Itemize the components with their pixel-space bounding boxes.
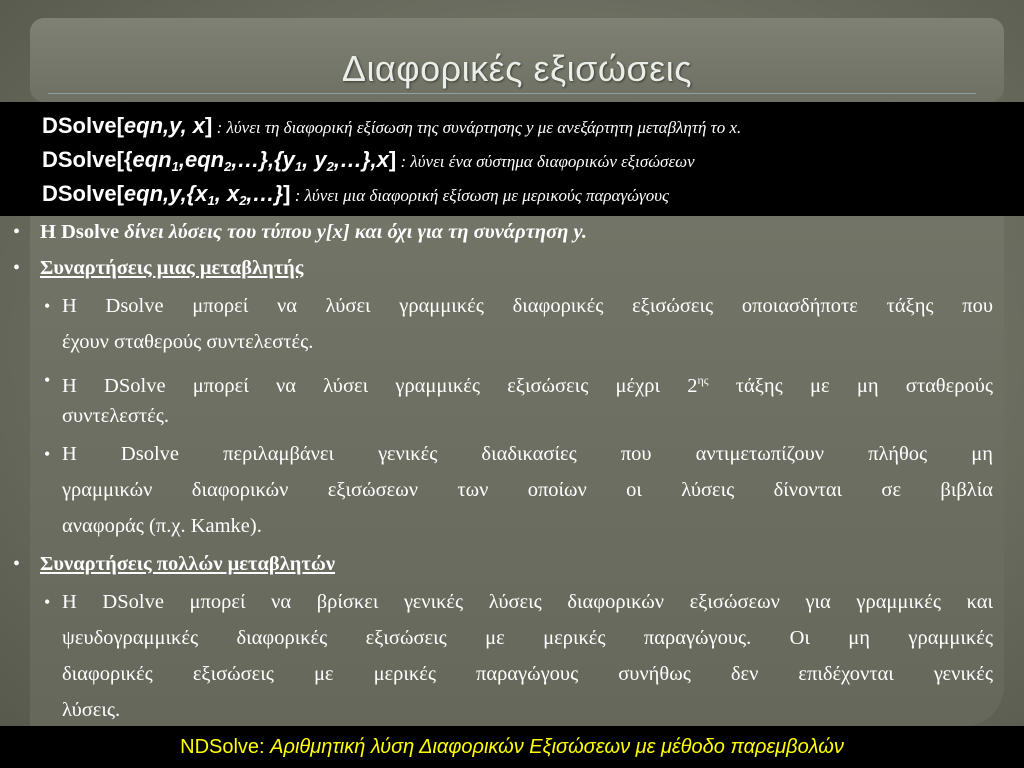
para-line: Η DSolve μπορεί να βρίσκει γενικές λύσεις διαφορικών εξισώσεων για γραμμικές και <box>62 591 993 613</box>
para-line: λύσεις. <box>62 699 121 721</box>
cmd1-args: eqn,y, x <box>123 113 206 138</box>
cmd3-args-b: , x <box>214 181 240 206</box>
bullet-marker: • <box>13 553 21 575</box>
cmd3-sub2: 2 <box>239 193 247 208</box>
sub-bullet-marker: • <box>44 444 51 464</box>
bullet-marker: • <box>13 257 21 279</box>
cmd2-y1: ,…},{y <box>231 147 295 172</box>
cmd1-prefix: DSolve[ <box>42 113 124 138</box>
list-item <box>62 362 993 434</box>
command-dsolve-single <box>42 113 741 139</box>
title-divider <box>48 93 976 94</box>
cmd3-description: : λύνει μια διαφορική εξίσωση με μερικούς παραγώγους <box>290 186 669 205</box>
heading-single-variable: Συναρτήσεις μιας μεταβλητής <box>40 257 304 279</box>
para-line <box>62 362 993 398</box>
footer-label: NDSolve: <box>180 736 265 758</box>
cmd2-suffix: ] <box>388 147 397 172</box>
list-item <box>62 436 993 544</box>
cmd2-sub4: 2 <box>326 159 334 174</box>
bullet-marker: • <box>13 221 21 243</box>
para-line: έχουν σταθερούς συντελεστές. <box>62 331 314 353</box>
cmd3-args-c: ,…} <box>246 181 284 206</box>
cmd3-prefix: DSolve[ <box>42 181 124 206</box>
cmd1-description: : λύνει τη διαφορική εξίσωση της συνάρτησης y με ανεξάρτητη μεταβλητή το x. <box>212 118 742 137</box>
line-start: Η DSolve μπορεί να λύσει γραμμικές εξισώσεις μέχρι 2 <box>62 375 698 397</box>
cmd2-y2: , y <box>302 147 327 172</box>
sub-bullet-marker: • <box>44 592 51 612</box>
cmd2-description: : λύνει ένα σύστημα διαφορικών εξισώσεων <box>396 152 695 171</box>
sub-bullet-marker: • <box>44 296 51 316</box>
para-line: αναφοράς (π.χ. Kamke). <box>62 515 262 537</box>
bullet1-normal: Η Dsolve <box>40 221 125 243</box>
cmd2-prefix: DSolve[{ <box>42 147 133 172</box>
list-item <box>62 288 993 360</box>
page-title: Διαφορικές εξισώσεις <box>341 48 693 89</box>
cmd2-sub3: 1 <box>294 159 303 174</box>
para-line: διαφορικές εξισώσεις με μερικές παραγώγους συνήθως δεν επιδέχονται γενικές <box>62 663 993 685</box>
cmd2-x: ,…},x <box>333 147 389 172</box>
cmd2-sub1: 1 <box>171 159 179 174</box>
cmd1-suffix: ] <box>205 113 213 138</box>
cmd2-eqn: eqn <box>132 147 172 172</box>
footer <box>0 736 1024 759</box>
command-dsolve-pde <box>42 181 669 208</box>
cmd2-sub2: 2 <box>224 159 232 174</box>
bullet-dsolve-output <box>40 221 587 244</box>
cmd3-args-a: eqn,y,{x <box>123 181 208 206</box>
title-panel <box>30 18 1004 102</box>
cmd2-eqn2: ,eqn <box>178 147 225 172</box>
footer-text: Αριθμητική λύση Διαφορικών Εξισώσεων με μέθοδο παρεμβολών <box>264 736 844 758</box>
cmd3-sub1: 1 <box>207 193 215 208</box>
line-end: τάξης με μη σταθερούς <box>708 375 993 397</box>
para-line: Η Dsolve μπορεί να λύσει γραμμικές διαφορικές εξισώσεις οποιασδήποτε τάξης που <box>62 295 993 317</box>
para-line: γραμμικών διαφορικών εξισώσεων των οποίων οι λύσεις δίνονται σε βιβλία <box>62 479 993 501</box>
list-item <box>62 584 993 728</box>
cmd3-suffix: ] <box>283 181 291 206</box>
ordinal-suffix: ης <box>697 373 709 387</box>
bullet1-italic: δίνει λύσεις του τύπου y[x] και όχι για τη συνάρτηση y. <box>124 221 587 243</box>
command-dsolve-system <box>42 147 695 174</box>
para-line: συντελεστές. <box>62 405 170 427</box>
para-line: Η Dsolve περιλαμβάνει γενικές διαδικασίες που αντιμετωπίζουν πλήθος μη <box>62 443 993 465</box>
para-line: ψευδογραμμικές διαφορικές εξισώσεις με μερικές παραγώγους. Οι μη γραμμικές <box>62 627 993 649</box>
sub-bullet-marker: • <box>44 370 51 390</box>
heading-multi-variable: Συναρτήσεις πολλών μεταβλητών <box>40 553 336 575</box>
